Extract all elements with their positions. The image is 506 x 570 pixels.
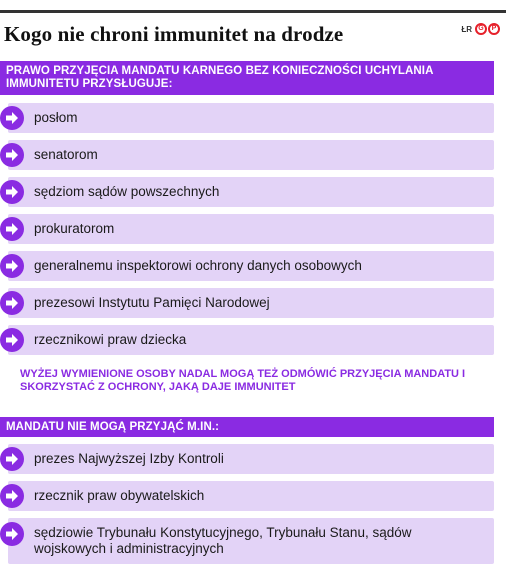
arrow-right-icon xyxy=(0,484,24,508)
arrow-right-icon xyxy=(0,328,24,352)
section1-header: PRAWO PRZYJĘCIA MANDATU KARNEGO BEZ KONIECZNOŚCI UCHYLANIA IMMUNITETU PRZYSŁUGUJE: xyxy=(0,61,494,95)
arrow-right-icon xyxy=(0,217,24,241)
logo-text: ŁR xyxy=(461,24,472,34)
top-rule xyxy=(0,10,506,13)
list-item xyxy=(8,444,494,474)
list-item xyxy=(8,140,494,170)
section1-note: WYŻEJ WYMIENIONE OSOBY NADAL MOGĄ TEŻ ODMÓWIĆ PRZYJĘCIA MANDATU I SKORZYSTAĆ Z OCHRONY, JAKĄ DAJE IMMUNITET xyxy=(20,368,466,393)
logo-circle-icon: G xyxy=(475,23,487,35)
arrow-right-icon xyxy=(0,254,24,278)
list-item xyxy=(8,518,494,564)
page-title: Kogo nie chroni immunitet na drodze xyxy=(4,22,344,46)
arrow-right-icon xyxy=(0,522,24,546)
list-item-label: rzecznikowi praw dziecka xyxy=(34,332,187,347)
publisher-logo xyxy=(461,22,500,36)
list-item xyxy=(8,214,494,244)
logo-circle-icon: P xyxy=(488,23,500,35)
list-item-label: senatorom xyxy=(34,147,98,162)
list-item-label: sędziom sądów powszechnych xyxy=(34,184,220,199)
list-item-label: prezes Najwyższej Izby Kontroli xyxy=(34,451,224,466)
arrow-right-icon xyxy=(0,447,24,471)
list-item-label: generalnemu inspektorowi ochrony danych osobowych xyxy=(34,258,362,273)
arrow-right-icon xyxy=(0,180,24,204)
arrow-right-icon xyxy=(0,291,24,315)
arrow-right-icon xyxy=(0,143,24,167)
list-item xyxy=(8,325,494,355)
list-item xyxy=(8,288,494,318)
list-item-label: sędziowie Trybunału Konstytucyjnego, Trybunału Stanu, sądów wojskowych i administracyjnych xyxy=(34,525,412,556)
arrow-right-icon xyxy=(0,106,24,130)
section2-header: MANDATU NIE MOGĄ PRZYJĄĆ M.IN.: xyxy=(0,417,494,437)
list-item-label: prokuratorom xyxy=(34,221,115,236)
list-item-label: rzecznik praw obywatelskich xyxy=(34,488,205,503)
list-item-label: posłom xyxy=(34,110,78,125)
list-item-label: prezesowi Instytutu Pamięci Narodowej xyxy=(34,295,270,310)
list-item xyxy=(8,251,494,281)
list-item xyxy=(8,481,494,511)
list-item xyxy=(8,103,494,133)
list-item xyxy=(8,177,494,207)
